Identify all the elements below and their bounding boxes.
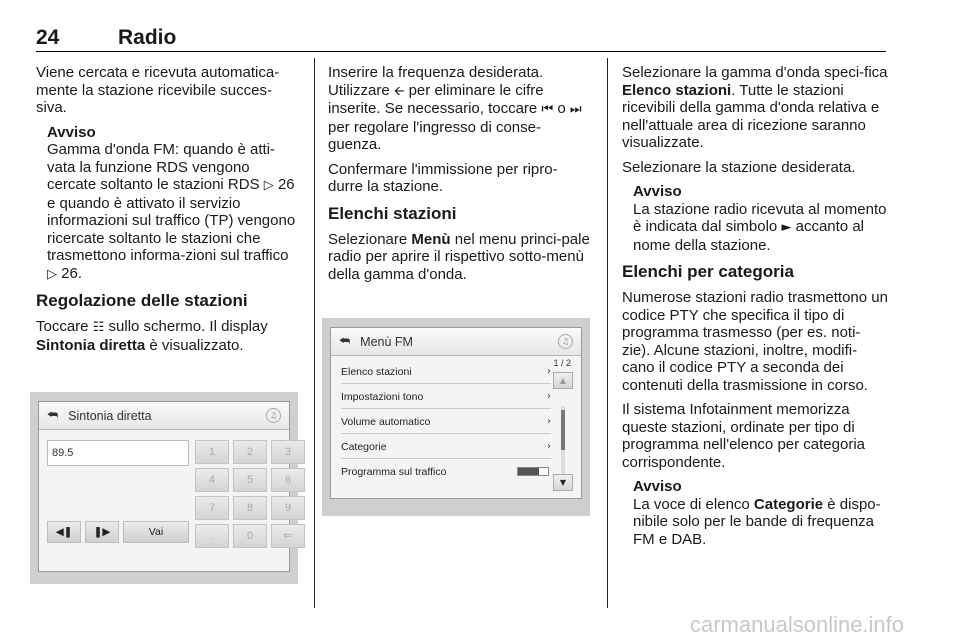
backspace-icon[interactable]: ⇐ xyxy=(271,524,305,548)
paragraph-pty: Numerose stazioni radio trasmettono un codice PTY che specifica il tipo di programma trasmesso (per es. noti-zie). Alcune stazioni, inoltre, modifi-cano il codice PTY a seconda dei contenuti della trasmissione in corso. xyxy=(622,289,888,394)
page-ref-icon: ▷ xyxy=(47,266,57,282)
note-title: Avviso xyxy=(47,123,96,141)
key-9[interactable]: 9 xyxy=(271,496,305,520)
page-indicator: 1 / 2 xyxy=(553,358,571,368)
key-2[interactable]: 2 xyxy=(233,440,267,464)
screen-title: Menù FM xyxy=(360,334,413,349)
paragraph-infotainment: Il sistema Infotainment memorizza queste stazioni, ordinate per tipo di programma nell'elenco per categoria corrispondente. xyxy=(622,401,865,471)
screen-title: Sintonia diretta xyxy=(68,408,152,423)
screen-title-bar xyxy=(39,402,289,430)
note-current-station: Avviso La stazione radio ricevuta al momento è indicata dal simbolo ► accanto al nome della stazione. xyxy=(633,183,887,254)
delete-arrow-icon: 🡨 xyxy=(393,83,405,99)
column-1 xyxy=(36,64,301,361)
column-divider-1 xyxy=(314,58,315,608)
section-heading-tuning: Regolazione delle stazioni xyxy=(36,291,248,310)
key-7[interactable]: 7 xyxy=(195,496,229,520)
paragraph-menu: Selezionare Menù nel menu princi-pale radio per aprire il rispettivo sotto-menù della gamma d'onda. xyxy=(328,230,590,283)
music-note-icon[interactable]: ♫ xyxy=(558,334,573,349)
chevron-right-icon: › xyxy=(547,441,551,452)
note-rds: Avviso Gamma d'onda FM: quando è atti-vata la funzione RDS vengono cercate soltanto le stazioni RDS ▷ 26 e quando è attivato il servizio informazioni sul traffico (TP) vengono ricercate soltanto le stazioni che trasmettono informa-zioni sul traffico ▷ 26. xyxy=(47,124,301,284)
key-6[interactable]: 6 xyxy=(271,468,305,492)
direct-tune-screen xyxy=(38,401,293,572)
column-3 xyxy=(622,64,888,556)
key-0[interactable]: 0 xyxy=(233,524,267,548)
list-item-station-list[interactable]: Elenco stazioni › xyxy=(341,360,551,384)
frequency-input[interactable]: 89.5 xyxy=(47,440,189,466)
key-3[interactable]: 3 xyxy=(271,440,305,464)
paragraph-select-station: Selezionare la stazione desiderata. xyxy=(622,158,856,176)
page-ref-link[interactable]: 26. xyxy=(61,264,83,282)
number-keypad xyxy=(195,440,305,548)
play-triangle-icon: ► xyxy=(781,220,792,235)
column-divider-2 xyxy=(607,58,608,608)
music-note-icon[interactable]: ♫ xyxy=(266,408,281,423)
note-categories: Avviso La voce di elenco Categorie è dispo-nibile solo per le bande di frequenza FM e DAB. xyxy=(633,478,881,548)
scroll-down-icon[interactable]: ▼ xyxy=(553,474,573,491)
list-item-traffic-program[interactable]: Programma sul traffico xyxy=(341,460,551,484)
fm-menu-screenshot xyxy=(322,318,590,516)
paragraph-enter-frequency: Inserire la frequenza desiderata. Utilizzare 🡨 per eliminare le cifre inserite. Se necessario, toccare ⏮ o ⏭ per regolare l'ingresso di conse-guenza. xyxy=(328,64,582,153)
skip-forward-icon[interactable]: ❚▶ xyxy=(85,521,119,543)
paragraph-search: Viene cercata e ricevuta automatica-mente la stazione ricevibile succes-siva. xyxy=(36,64,280,116)
page-ref-icon: ▷ xyxy=(263,178,274,193)
paragraph-confirm: Confermare l'immissione per ripro-durre la stazione. xyxy=(328,160,558,195)
key-1[interactable]: 1 xyxy=(195,440,229,464)
chevron-right-icon: › xyxy=(547,366,551,377)
chevron-right-icon: › xyxy=(547,391,551,402)
direct-tune-icon: ☷ xyxy=(92,320,105,335)
skip-back-icon[interactable]: ◀❚ xyxy=(47,521,81,543)
key-4[interactable]: 4 xyxy=(195,468,229,492)
page-ref-link[interactable]: 26 xyxy=(277,176,295,193)
control-row xyxy=(47,521,189,543)
list-item-categories[interactable]: Categorie › xyxy=(341,435,551,459)
traffic-toggle[interactable] xyxy=(517,467,549,476)
page-number: 24 xyxy=(36,26,60,49)
paragraph-station-list: Selezionare la gamma d'onda speci-fica Elenco stazioni. Tutte le stazioni ricevibili della gamma d'onda relativa e nell'attuale area di ricezione saranno visualizzate. xyxy=(622,64,888,151)
key-8[interactable]: 8 xyxy=(233,496,267,520)
direct-tune-screenshot xyxy=(30,392,298,584)
go-button[interactable]: Vai xyxy=(123,521,189,543)
list-item-tone-settings[interactable]: Impostazioni tono › xyxy=(341,385,551,409)
section-heading-station-lists: Elenchi stazioni xyxy=(328,203,457,223)
watermark: carmanualsonline.info xyxy=(690,612,905,637)
scroll-up-icon[interactable]: ▲ xyxy=(553,372,573,389)
scrollbar-thumb[interactable] xyxy=(561,410,565,450)
back-icon[interactable]: ⮪ xyxy=(47,408,59,422)
key-5[interactable]: 5 xyxy=(233,468,267,492)
section-heading-categories: Elenchi per categoria xyxy=(622,262,794,281)
screen-title-bar xyxy=(331,328,581,356)
key-dot[interactable]: . xyxy=(195,524,229,548)
skip-forward-icon: ⏭ xyxy=(569,102,582,117)
fm-menu-screen xyxy=(330,327,582,499)
chevron-right-icon: › xyxy=(547,416,551,427)
list-item-auto-volume[interactable]: Volume automatico › xyxy=(341,410,551,434)
page-header xyxy=(36,26,886,52)
paragraph-direct-tune: Toccare ☷ sullo schermo. Il display Sintonia diretta è visualizzato. xyxy=(36,318,268,354)
page-title: Radio xyxy=(118,26,177,49)
column-2 xyxy=(328,64,592,290)
skip-back-icon: ⏮ xyxy=(541,102,554,117)
back-icon[interactable]: ⮪ xyxy=(339,334,351,348)
